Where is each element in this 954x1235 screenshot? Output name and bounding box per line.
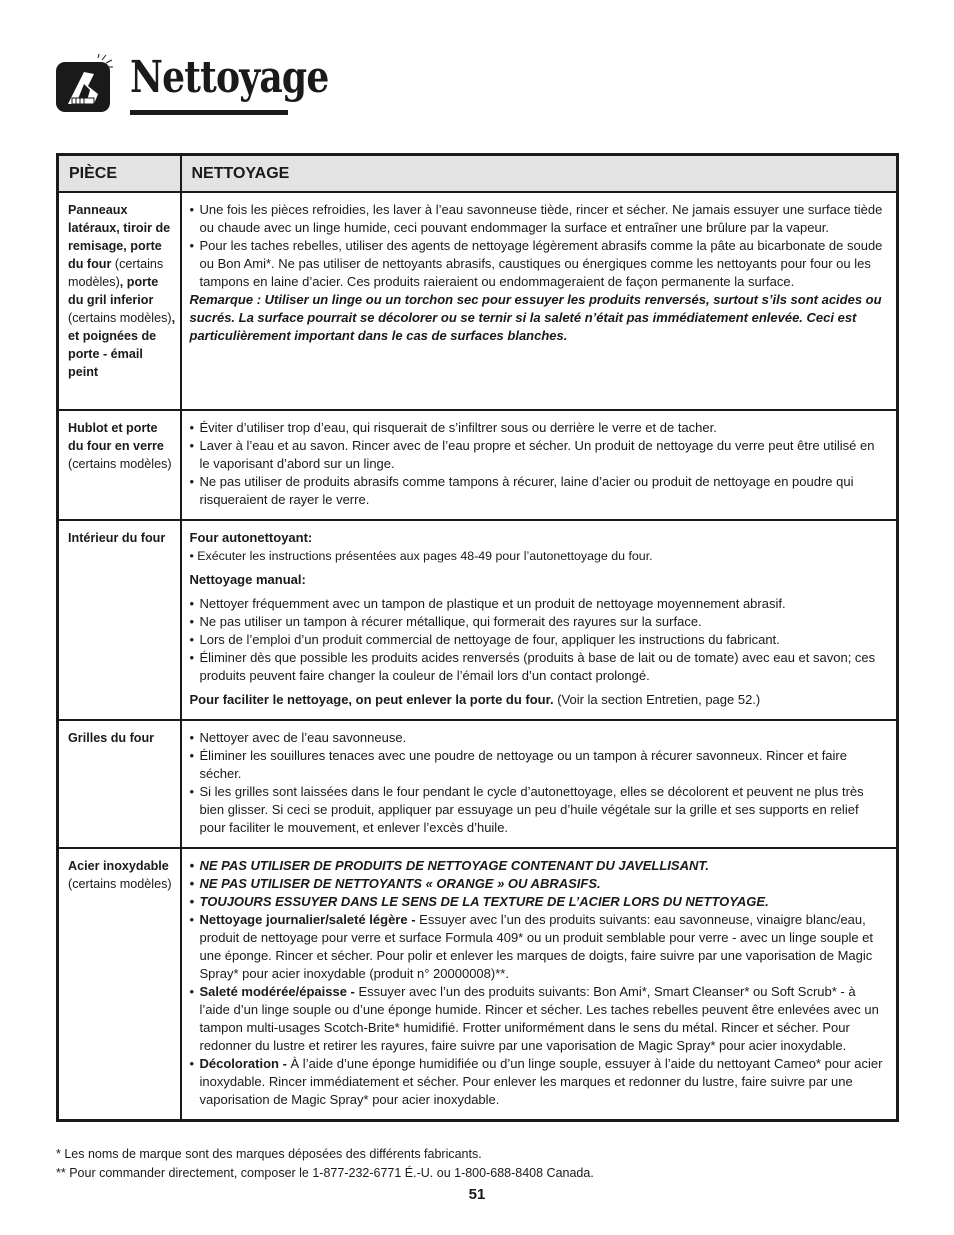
cleaning-table <box>56 153 899 1122</box>
manual-clean-title: Nettoyage manual: <box>189 572 306 587</box>
list-item: • Ne pas utiliser un tampon à récurer métallique, qui formerait des rayures sur la surface. <box>190 613 889 631</box>
list-item: • Saleté modérée/épaisse - Essuyer avec l’un des produits suivants: Bon Ami*, Smart Cleanser* ou Soft Scrub* - à l’aide d’un linge souple ou d’une éponge humide. Rincer et sécher. Les taches rebelles peuvent être enlevées avec un tampon multi-usages Scotch-Brite* humidifié. Frotter uniformément dans le sens du métal. Rincer et sécher. Pour redonner du lustre et retirer les rayures, faire suivre par une vaporisation de Magic Spray* pour acier inoxydable. <box>190 983 889 1055</box>
list-item: • Décoloration - À l’aide d’une éponge humidifiée ou d’un linge souple, essuyer à l’aide du nettoyant Cameo* pour acier inoxydable. Rincer immédiatement et sécher. Pour enlever les marques et redonner du lustre, faire suivre par une vaporisation de Magic Spray* pour acier inoxydable. <box>190 1055 889 1109</box>
table-row <box>58 410 898 520</box>
list-item: • Éviter d’utiliser trop d’eau, qui risquerait de s’infiltrer sous ou derrière le verre et de tacher. <box>190 419 889 437</box>
cleaning-cell <box>181 192 898 410</box>
list-item: • Nettoyer fréquemment avec un tampon de plastique et un produit de nettoyage moyennement abrasif. <box>190 595 889 613</box>
page-number: 51 <box>468 1186 486 1203</box>
piece-name: , porte du gril inferior <box>68 275 159 307</box>
piece-cell <box>58 410 181 520</box>
instruction-list <box>190 201 889 291</box>
piece-name: , et poignées de porte - émail peint <box>68 311 176 379</box>
list-item: • Ne pas utiliser de produits abrasifs comme tampons à récurer, laine d’acier ou produit de nettoyage en poudre qui risqueraient de rayer le verre. <box>190 473 889 509</box>
piece-name: Acier inoxydable <box>68 859 169 873</box>
door-removal-note: Pour faciliter le nettoyage, on peut enlever la porte du four. (Voir la section Entretien, page 52.) <box>189 692 761 707</box>
piece-name: Grilles du four <box>68 731 155 745</box>
piece-name: Intérieur du four <box>68 531 166 545</box>
list-item: • Laver à l’eau et au savon. Rincer avec de l’eau propre et sécher. Un produit de nettoyage du verre peut être utilisé en le vaporisant d’abord sur un linge. <box>190 437 889 473</box>
title-underline <box>130 110 288 115</box>
table-row <box>58 720 898 848</box>
list-item: • Lors de l’emploi d’un produit commercial de nettoyage de four, appliquer les instructions du fabricant. <box>190 631 889 649</box>
piece-cell <box>58 720 181 848</box>
warning-item: • NE PAS UTILISER DE NETTOYANTS « ORANGE » OU ABRASIFS. <box>190 875 889 893</box>
column-header-piece: PIÈCE <box>58 155 181 193</box>
cleaning-cell <box>181 848 898 1121</box>
instruction-list <box>190 857 889 1109</box>
instruction-list <box>190 419 889 509</box>
footnote: * Les noms de marque sont des marques déposées des différents fabricants. <box>56 1147 482 1161</box>
warning-item: • TOUJOURS ESSUYER DANS LE SENS DE LA TEXTURE DE L’ACIER LORS DU NETTOYAGE. <box>190 893 889 911</box>
instruction-list <box>190 595 889 685</box>
instruction-list <box>190 729 889 837</box>
cleaning-cell <box>181 410 898 520</box>
piece-note: (certains modèles) <box>68 457 172 471</box>
table-row <box>58 192 898 410</box>
warning-item: • NE PAS UTILISER DE PRODUITS DE NETTOYAGE CONTENANT DU JAVELLISANT. <box>190 857 889 875</box>
footnotes <box>56 1145 594 1183</box>
table-row <box>58 520 898 720</box>
remark-text: Remarque : Utiliser un linge ou un torchon sec pour essuyer les produits renversés, surtout s’ils sont acides ou sucrés. La surface pourrait se décolorer ou se ternir si la saleté n’était pas immédiatement enlevée. Ceci est particulièrement important dans le cas de surfaces blanches. <box>189 292 882 343</box>
cleaning-cell <box>181 720 898 848</box>
piece-cell <box>58 848 181 1121</box>
self-clean-text: • Exécuter les instructions présentées aux pages 48-49 pour l’autonettoyage du four. <box>189 549 653 563</box>
list-item: • Une fois les pièces refroidies, les laver à l’eau savonneuse tiède, rincer et sécher. Ne jamais essuyer une surface tiède ou chaude avec un linge humide, ceci pouvant endommager la surface et entraîner une brûlure par la vapeur. <box>190 201 889 237</box>
cleaning-icon <box>54 54 114 114</box>
piece-name: Panneaux latéraux, tiroir de remisage, porte du four <box>68 203 171 271</box>
page-header <box>54 48 454 118</box>
piece-name: Hublot et porte du four en verre <box>68 421 164 453</box>
column-header-cleaning: NETTOYAGE <box>181 155 898 193</box>
cleaning-cell <box>181 520 898 720</box>
table-row <box>58 848 898 1121</box>
piece-cell <box>58 192 181 410</box>
page-title: Nettoyage <box>130 52 329 103</box>
piece-note: (certains modèles) <box>68 257 164 289</box>
list-item: • Si les grilles sont laissées dans le four pendant le cycle d’autonettoyage, elles se décolorent et peuvent ne plus très bien glisser. Si ceci se produit, appliquer par essuyage un peu d’huile végétale sur la grille et ses supports en relief pour faciliter le mouvement, et enlever l’excès d’huile. <box>190 783 889 837</box>
self-clean-title: Four autonettoyant: <box>189 530 313 545</box>
footnote: ** Pour commander directement, composer le 1-877-232-6771 É.-U. ou 1-800-688-8408 Canada. <box>56 1166 594 1180</box>
list-item: • Nettoyage journalier/saleté légère - Essuyer avec l’un des produits suivants: eau savonneuse, vinaigre blanc/eau, produit de nettoyage pour verre et surface Formula 409* ou un produit semblable pour verre - avec un linge souple et une éponge. Rincer et sécher. Pour polir et enlever les marques de doigts, faire suivre par une vaporisation de Magic Spray* pour acier inoxydable (produit n° 20000008)**. <box>190 911 889 983</box>
piece-note: (certains modèles) <box>68 311 172 325</box>
list-item: • Pour les taches rebelles, utiliser des agents de nettoyage légèrement abrasifs comme la pâte au bicarbonate de soude ou Bon Ami*. Ne pas utiliser de nettoyants abrasifs, caustiques ou énergiques comme les nettoyants pour four ou les tampons en laine d’acier. Ces produits raieraient ou endommageraient de façon permanente la surface. <box>190 237 889 291</box>
piece-note: (certains modèles) <box>68 877 172 891</box>
list-item: • Éliminer les souillures tenaces avec une poudre de nettoyage ou un tampon à récurer savonneux. Rincer et faire sécher. <box>190 747 889 783</box>
piece-cell <box>58 520 181 720</box>
list-item: • Nettoyer avec de l’eau savonneuse. <box>190 729 889 747</box>
list-item: • Éliminer dès que possible les produits acides renversés (produits à base de lait ou de tomate) avec eau et savon; ces produits peuvent faire changer la couleur de l’émail lors d’un contact prolongé. <box>190 649 889 685</box>
